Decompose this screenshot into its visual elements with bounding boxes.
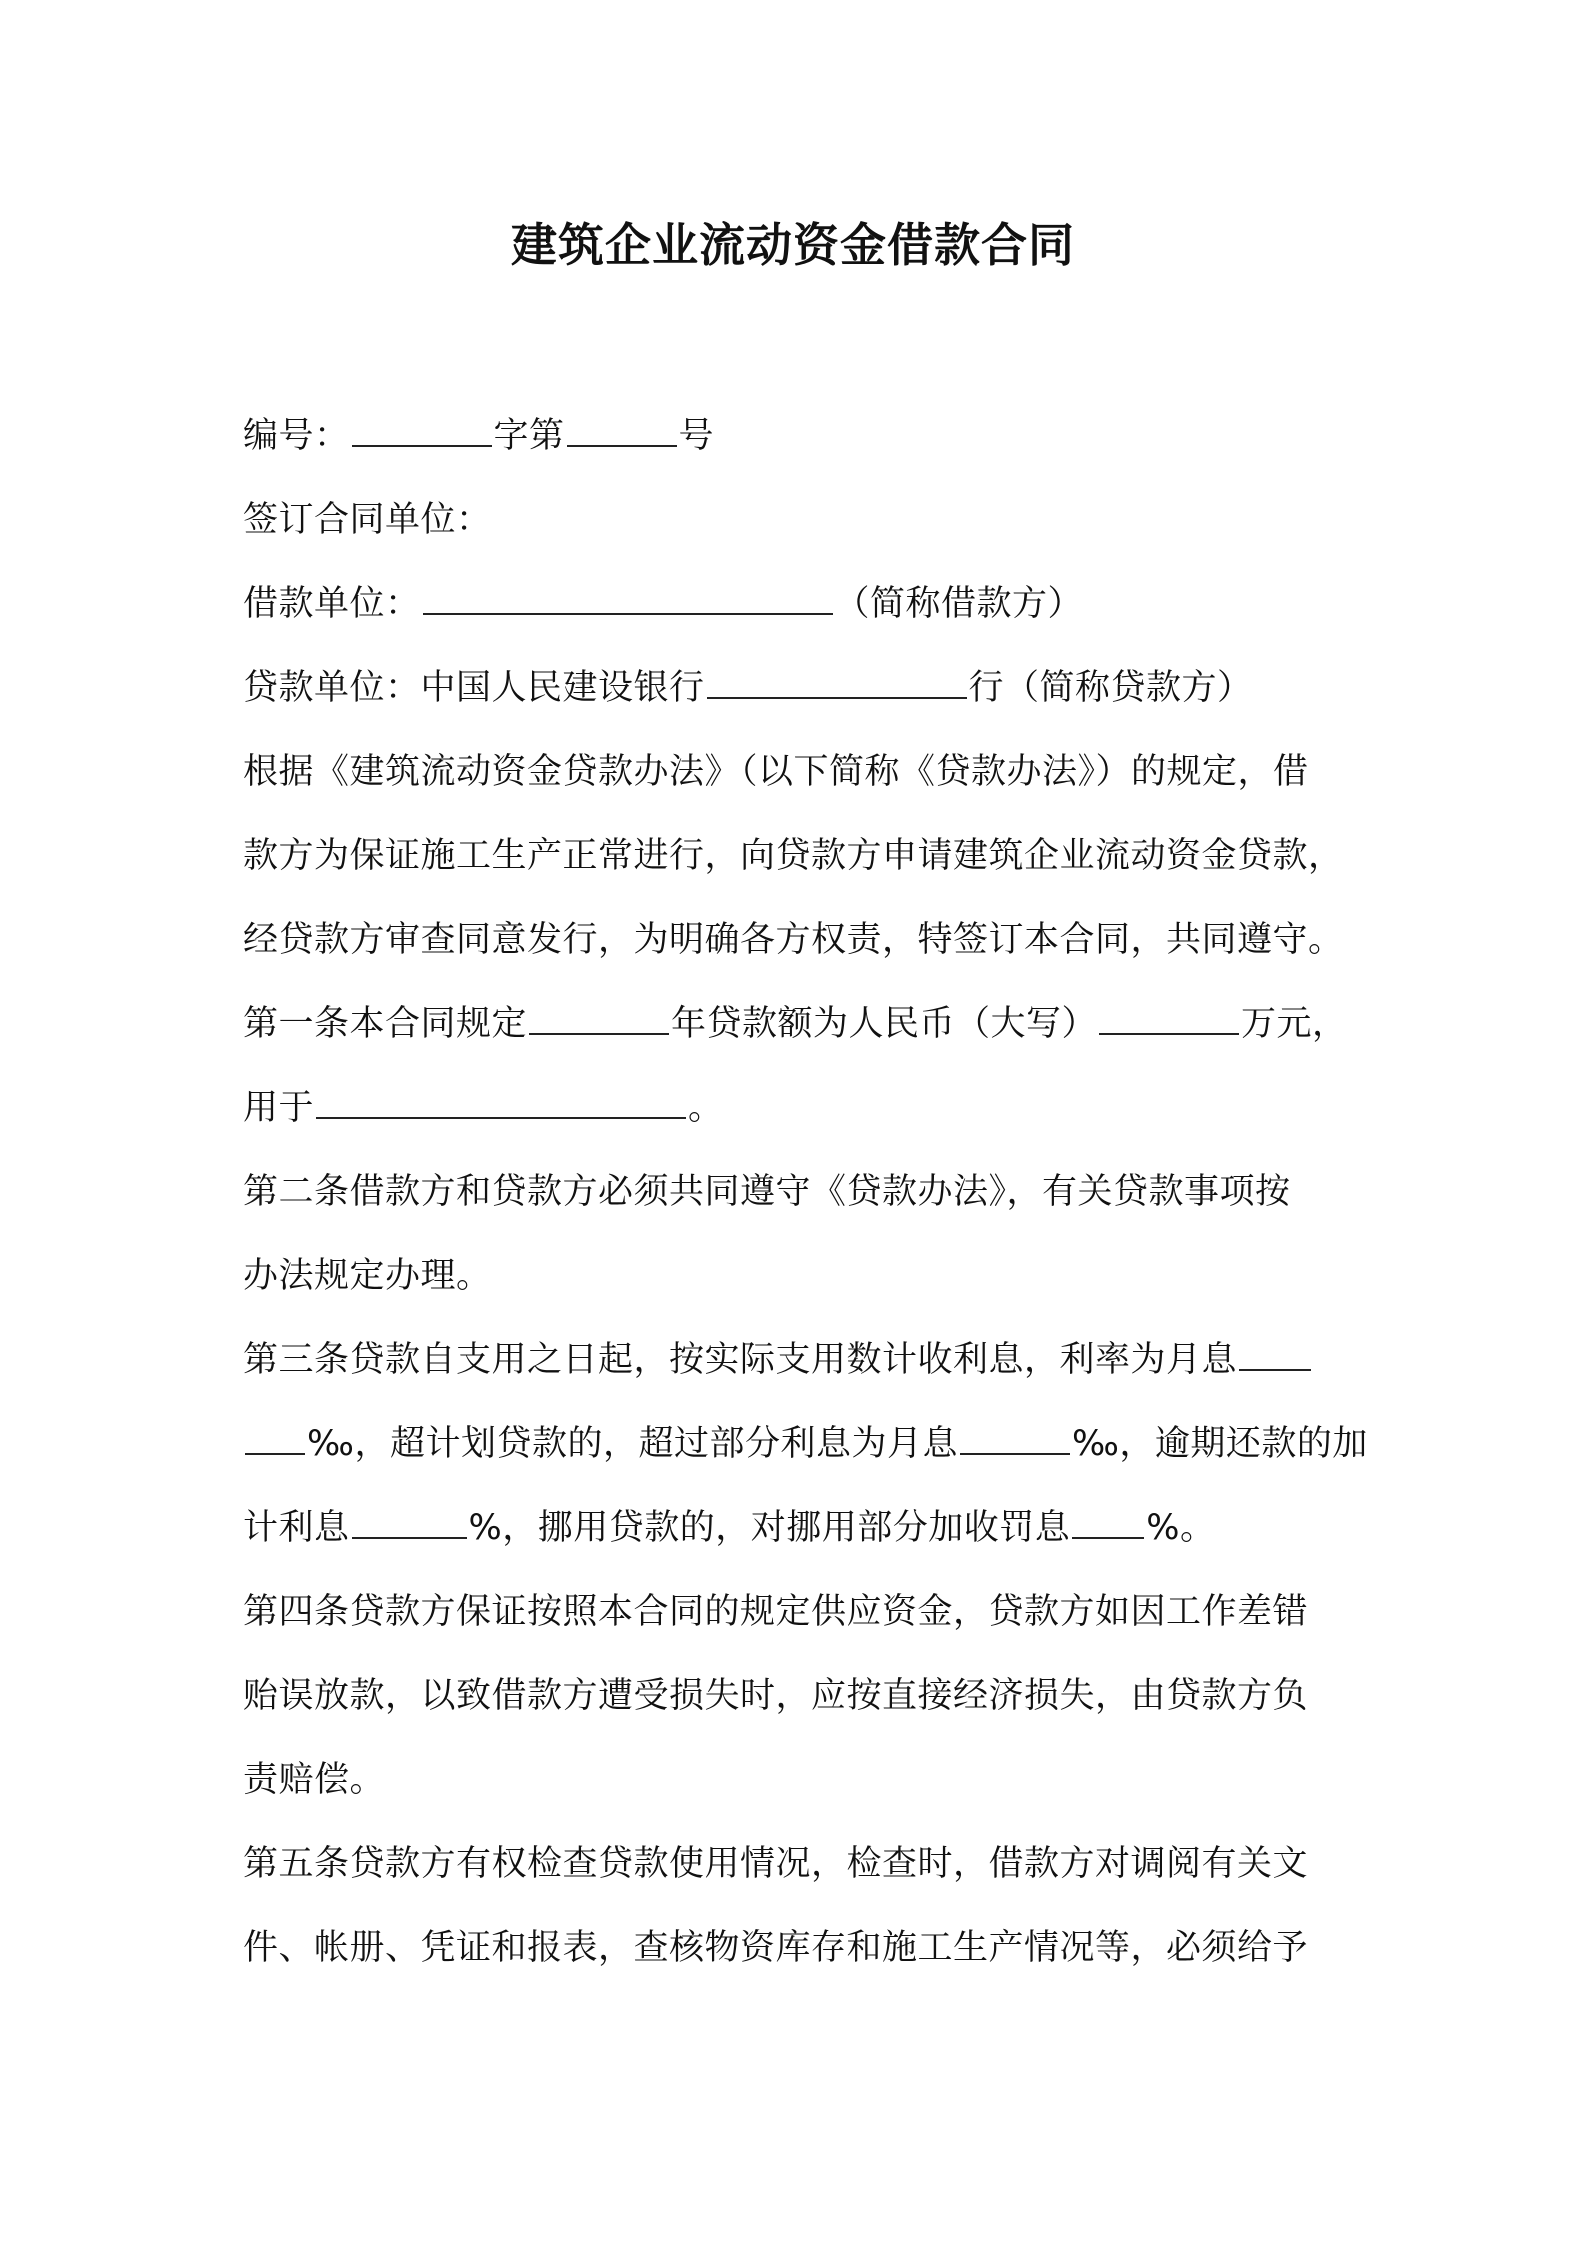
preamble-line-3: 经贷款方审查同意发行，为明确各方权责，特签订本合同，共同遵守。 <box>243 920 1344 960</box>
article4-line-3: 责赔偿。 <box>243 1760 386 1800</box>
article1-text-e: 。 <box>688 1088 724 1128</box>
lender-label: 贷款单位：中国人民建设银行 <box>243 668 705 708</box>
article3-overplan-blank <box>960 1421 1070 1455</box>
parties-label: 签订合同单位： <box>243 500 492 540</box>
article2-line-2: 办法规定办理。 <box>243 1256 492 1296</box>
article4-line-1: 第四条贷款方保证按照本合同的规定供应资金，贷款方如因工作差错 <box>243 1592 1309 1632</box>
article1-year-blank <box>529 1001 669 1035</box>
article1-text-c: 万元， <box>1241 1004 1348 1044</box>
lender-suffix: 行（简称贷款方） <box>968 668 1253 708</box>
article1-text-d: 用于 <box>243 1088 315 1128</box>
article4-line-2: 贻误放款，以致借款方遭受损失时，应按直接经济损失，由贷款方负 <box>243 1676 1309 1716</box>
article3-rate-blank-end <box>245 1421 305 1455</box>
parties-label-line <box>243 496 492 544</box>
number-prefix-blank <box>352 413 492 447</box>
number-label: 编号： <box>243 416 350 456</box>
lender-line <box>243 664 1253 712</box>
borrower-label: 借款单位： <box>243 584 421 624</box>
article3-overdue-blank <box>352 1505 467 1539</box>
lender-branch-blank <box>707 665 967 699</box>
number-mid: 字第 <box>493 416 565 456</box>
article3-line-3 <box>243 1504 1216 1552</box>
borrower-blank <box>423 581 833 615</box>
preamble-line-1: 根据《建筑流动资金贷款办法》（以下简称《贷款办法》）的规定，借 <box>243 752 1309 792</box>
article3-penalty-blank <box>1072 1505 1144 1539</box>
article1-line-2 <box>243 1084 724 1132</box>
article1-text-b: 年贷款额为人民币（大写） <box>671 1004 1098 1044</box>
article1-purpose-blank <box>316 1085 686 1119</box>
number-end: 号 <box>678 416 715 456</box>
article3-text-c: ‰，逾期还款的加 <box>1071 1424 1368 1464</box>
article3-line-2 <box>243 1420 1368 1468</box>
article3-text-a: 第三条贷款自支用之日起，按实际支用数计收利息，利率为月息 <box>243 1340 1238 1380</box>
document-title: 建筑企业流动资金借款合同 <box>511 218 1075 272</box>
article3-text-d: 计利息 <box>243 1508 350 1548</box>
article3-line-1 <box>243 1336 1313 1384</box>
contract-number-line <box>243 412 714 460</box>
number-blank <box>567 413 677 447</box>
preamble-line-2: 款方为保证施工生产正常进行，向贷款方申请建筑企业流动资金贷款， <box>243 836 1344 876</box>
article3-text-f: %。 <box>1146 1508 1216 1548</box>
article1-text-a: 第一条本合同规定 <box>243 1004 528 1044</box>
article2-line-1: 第二条借款方和贷款方必须共同遵守《贷款办法》，有关贷款事项按 <box>243 1172 1291 1212</box>
article3-text-b: ‰，超计划贷款的，超过部分利息为月息 <box>307 1424 958 1464</box>
article3-text-e: %，挪用贷款的，对挪用部分加收罚息 <box>468 1508 1071 1548</box>
borrower-line <box>243 580 1083 628</box>
borrower-suffix: （简称借款方） <box>834 584 1084 624</box>
article1-amount-blank <box>1099 1001 1239 1035</box>
article1-line-1 <box>243 1000 1348 1048</box>
article3-rate-blank-start <box>1239 1337 1311 1371</box>
article5-line-1: 第五条贷款方有权检查贷款使用情况，检查时，借款方对调阅有关文 <box>243 1844 1309 1884</box>
article5-line-2: 件、帐册、凭证和报表，查核物资库存和施工生产情况等，必须给予 <box>243 1928 1309 1968</box>
